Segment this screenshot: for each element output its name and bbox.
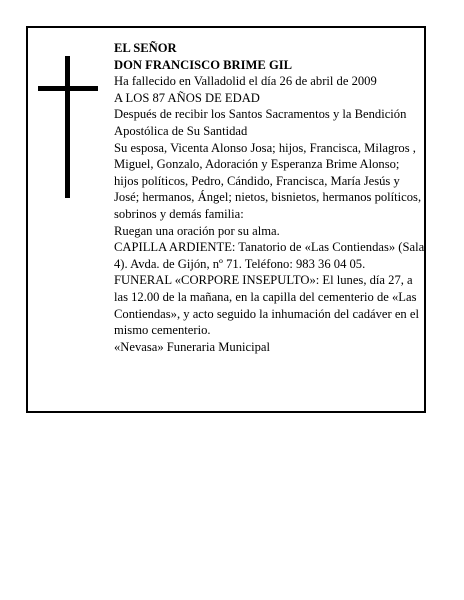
funeral-home-line: «Nevasa» Funeraria Municipal xyxy=(114,339,270,354)
age-line: A LOS 87 AÑOS DE EDAD xyxy=(114,90,260,105)
death-announcement: Ha fallecido en Valladolid el día 26 de abril de 2009 xyxy=(114,74,377,89)
funeral-line: FUNERAL «CORPORE INSEPULTO»: El lunes, día 27, a las 12.00 de la mañana, en la capilla del cementerio de «Las Contiendas», y acto seguido la inhumación del cadáver en el mismo cementerio. xyxy=(114,273,419,338)
cross-icon xyxy=(38,56,100,198)
obituary-notice xyxy=(26,26,426,413)
prayer-line: Ruegan una oración por su alma. xyxy=(114,223,280,238)
sacraments-line: Después de recibir los Santos Sacramentos y la Bendición Apostólica de Su Santidad xyxy=(114,107,407,138)
notice-text xyxy=(114,40,426,355)
deceased-name: DON FRANCISCO BRIME GIL xyxy=(114,57,293,72)
family-line: Su esposa, Vicenta Alonso Josa; hijos, Francisca, Milagros , Miguel, Gonzalo, Adoración y Esperanza Brime Alonso; hijos políticos, Pedro, Cándido, Francisca, María Jesús y José; hermanos, Ángel; nietos, bisnietos, hermanos políticos, sobrinos y demás familia: xyxy=(114,140,422,221)
cross-horizontal-bar xyxy=(38,86,98,91)
chapel-line: CAPILLA ARDIENTE: Tanatorio de «Las Contiendas» (Sala 4). Avda. de Gijón, nº 71. Teléfono: 983 36 04 05. xyxy=(114,240,425,271)
cross-vertical-bar xyxy=(65,56,70,198)
title-line: EL SEÑOR xyxy=(114,41,177,55)
